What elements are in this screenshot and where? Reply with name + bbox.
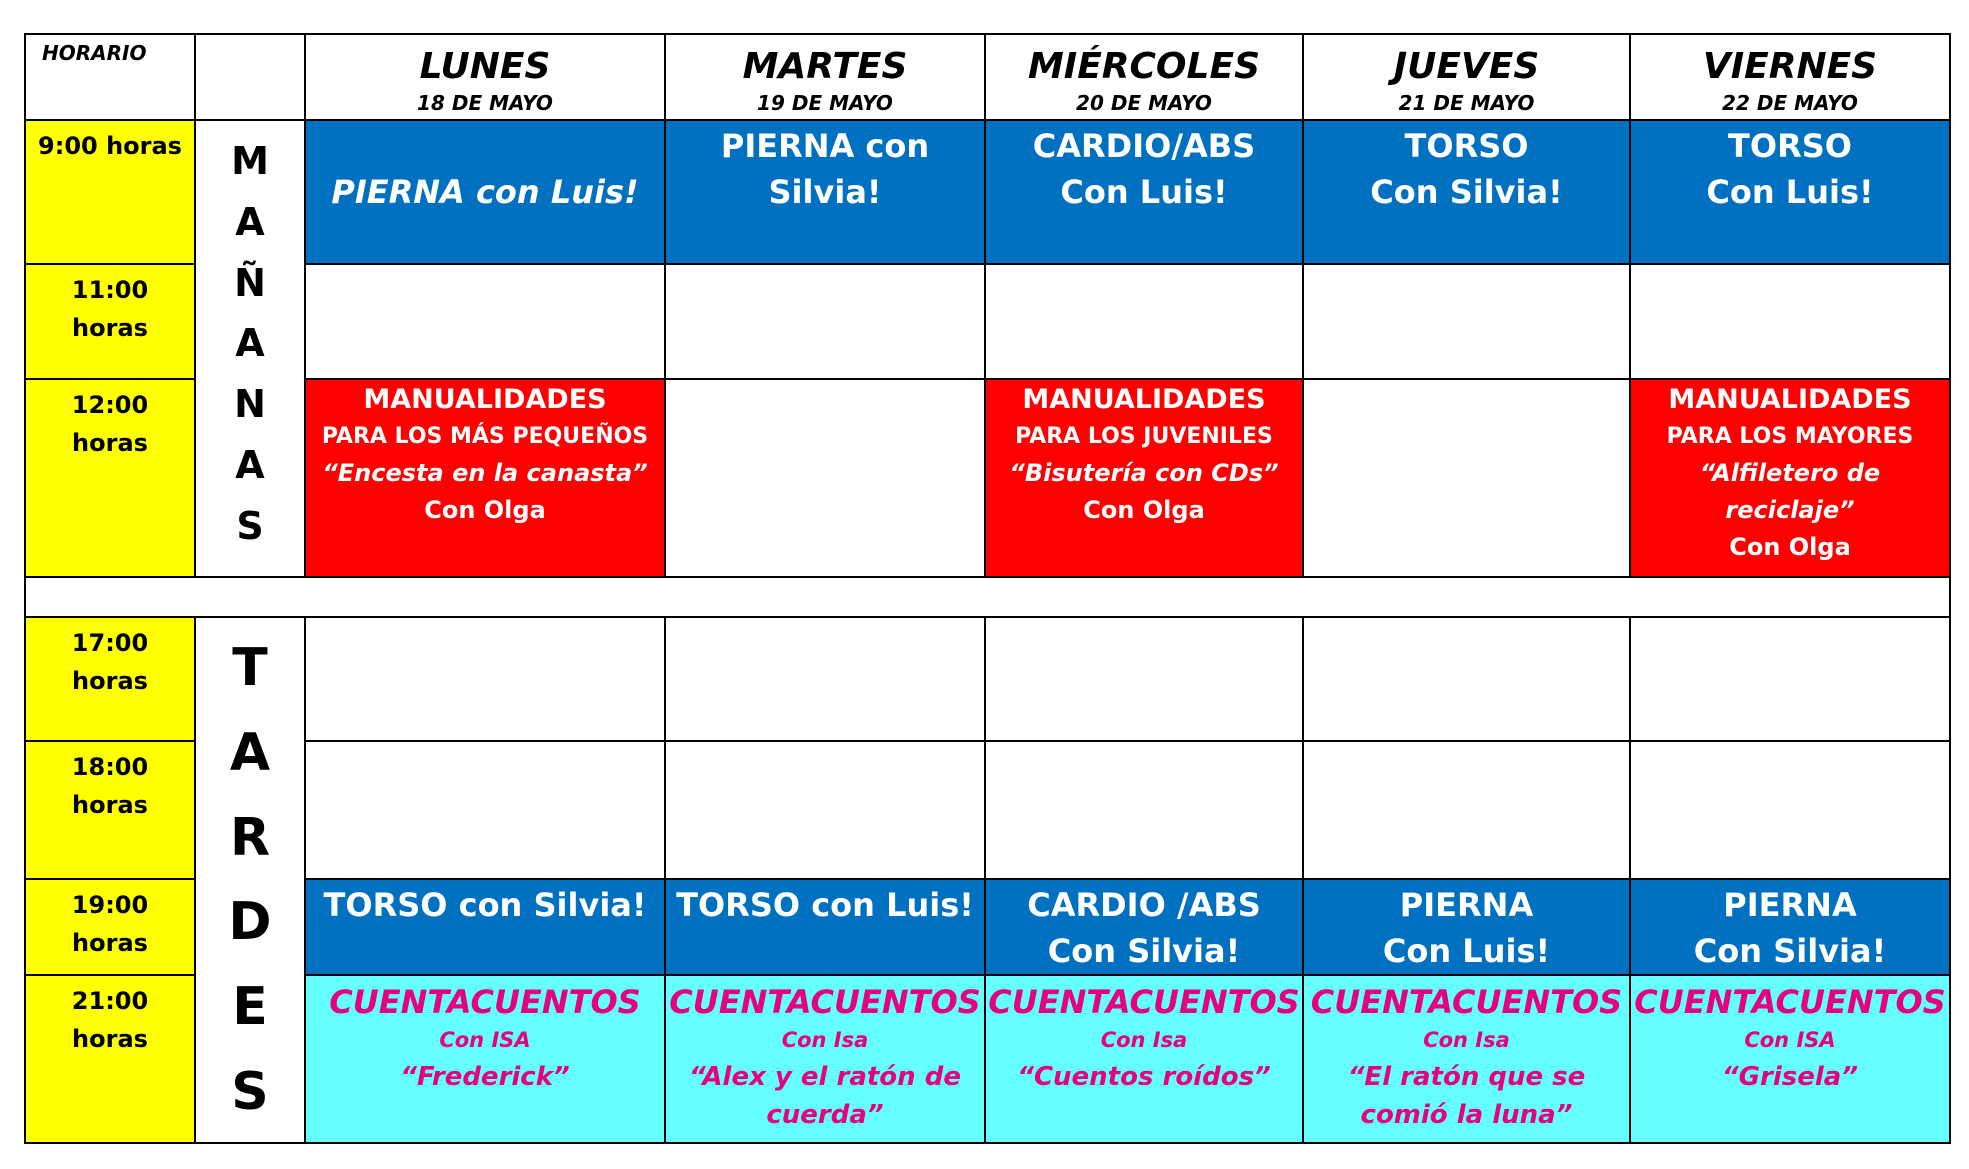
activity-host: Con Isa	[781, 1028, 869, 1052]
slot-1800-thursday	[1302, 740, 1631, 880]
section-letter: Ñ	[234, 260, 266, 305]
slot-1700-friday	[1629, 616, 1951, 742]
story-title: “Grisela”	[1721, 1062, 1859, 1092]
activity-host: Con Olga	[1729, 533, 1851, 561]
activity-text: TORSO	[1404, 127, 1529, 165]
time-0900	[24, 119, 196, 265]
section-letter: A	[235, 442, 265, 487]
section-letter: E	[232, 976, 268, 1037]
storytelling-friday	[1629, 974, 1951, 1144]
slot-1200-tuesday	[664, 378, 986, 578]
day-name: MARTES	[742, 46, 908, 87]
section-letter: A	[235, 321, 265, 366]
day-name: MIÉRCOLES	[1027, 46, 1260, 87]
story-title: comió la luna”	[1360, 1100, 1573, 1130]
day-date: 21 DE MAYO	[1398, 91, 1535, 115]
activity-title: CUENTACUENTOS	[329, 983, 641, 1021]
activity-subtitle: “Encesta en la canasta”	[322, 459, 648, 487]
activity-text: Con Luis!	[1706, 173, 1874, 211]
section-header-cell	[194, 33, 306, 121]
section-letter: N	[234, 382, 266, 427]
day-name: VIERNES	[1702, 46, 1878, 87]
morning-workout-monday	[304, 119, 666, 265]
story-title: “Alex y el ratón de	[689, 1062, 961, 1092]
activity-host: Con ISA	[1744, 1028, 1836, 1052]
day-header-tuesday	[664, 33, 986, 121]
morning-workout-tuesday	[664, 119, 986, 265]
slot-1200-thursday	[1302, 378, 1631, 578]
day-date: 20 DE MAYO	[1076, 91, 1212, 115]
activity-text: PIERNA con	[720, 127, 930, 165]
slot-1800-monday	[304, 740, 666, 880]
activity-subtitle: “Alfiletero de	[1699, 459, 1881, 487]
slot-1800-wednesday	[984, 740, 1304, 880]
activity-title: CUENTACUENTOS	[1310, 983, 1623, 1021]
morning-workout-wednesday	[984, 119, 1304, 265]
slot-1100-monday	[304, 263, 666, 380]
slot-1100-friday	[1629, 263, 1951, 380]
day-name: JUEVES	[1393, 46, 1540, 87]
activity-text: Con Silvia!	[1693, 932, 1887, 970]
time-label: 18:00	[71, 753, 149, 781]
activity-text: PIERNA	[1399, 886, 1534, 924]
crafts-monday	[304, 378, 666, 578]
time-label: 21:00	[71, 987, 149, 1015]
story-title: cuerda”	[766, 1100, 884, 1130]
time-label: 12:00	[71, 391, 149, 419]
horario-header-cell	[24, 33, 196, 121]
day-header-thursday	[1302, 33, 1631, 121]
afternoon-section-label	[194, 616, 306, 1144]
section-letter: M	[231, 139, 269, 184]
time-unit: horas	[72, 929, 148, 957]
time-unit: horas	[72, 314, 148, 342]
day-header-monday	[304, 33, 666, 121]
time-label: 17:00	[71, 629, 149, 657]
slot-1700-thursday	[1302, 616, 1631, 742]
section-letter: A	[235, 200, 265, 245]
time-2100	[24, 974, 196, 1144]
activity-text: TORSO con Silvia!	[323, 886, 647, 924]
time-1900	[24, 878, 196, 976]
slot-1700-wednesday	[984, 616, 1304, 742]
slot-1700-tuesday	[664, 616, 986, 742]
section-letter: S	[236, 503, 264, 548]
activity-host: Con ISA	[439, 1028, 531, 1052]
crafts-wednesday	[984, 378, 1304, 578]
morning-workout-thursday	[1302, 119, 1631, 265]
activity-text: Con Luis!	[1060, 173, 1228, 211]
time-unit: horas	[72, 791, 148, 819]
activity-title: CUENTACUENTOS	[988, 983, 1300, 1021]
evening-workout-wednesday	[984, 878, 1304, 976]
slot-1800-friday	[1629, 740, 1951, 880]
day-name: LUNES	[419, 46, 551, 87]
activity-text: TORSO con Luis!	[676, 886, 974, 924]
activity-text: Silvia!	[768, 173, 882, 211]
crafts-friday	[1629, 378, 1951, 578]
activity-host: Con Isa	[1423, 1028, 1510, 1052]
morning-section-label	[194, 119, 306, 578]
section-letter: S	[231, 1061, 269, 1122]
slot-1100-thursday	[1302, 263, 1631, 380]
activity-subtitle: “Bisutería con CDs”	[1009, 459, 1279, 487]
story-title: “Cuentos roídos”	[1017, 1062, 1271, 1092]
storytelling-thursday	[1302, 974, 1631, 1144]
time-unit: horas	[72, 429, 148, 457]
activity-audience: PARA LOS JUVENILES	[1015, 424, 1273, 449]
evening-workout-monday	[304, 878, 666, 976]
slot-1700-monday	[304, 616, 666, 742]
activity-text: PIERNA	[1723, 886, 1857, 924]
storytelling-monday	[304, 974, 666, 1144]
time-1700	[24, 616, 196, 742]
storytelling-tuesday	[664, 974, 986, 1144]
activity-text: PIERNA con Luis!	[331, 173, 639, 211]
evening-workout-friday	[1629, 878, 1951, 976]
activity-host: Con Olga	[424, 496, 546, 524]
activity-title: CUENTACUENTOS	[669, 983, 981, 1021]
activity-host: Con Isa	[1100, 1028, 1188, 1052]
evening-workout-tuesday	[664, 878, 986, 976]
activity-text: Con Silvia!	[1370, 173, 1563, 211]
section-letter: T	[232, 638, 268, 699]
activity-title: MANUALIDADES	[363, 384, 607, 415]
slot-1100-wednesday	[984, 263, 1304, 380]
time-unit: horas	[72, 667, 148, 695]
activity-audience: PARA LOS MÁS PEQUEÑOS	[321, 424, 649, 449]
activity-title: CUENTACUENTOS	[1634, 983, 1946, 1021]
time-1800	[24, 740, 196, 880]
slot-1100-tuesday	[664, 263, 986, 380]
storytelling-wednesday	[984, 974, 1304, 1144]
story-title: “Frederick”	[400, 1062, 570, 1092]
activity-subtitle: reciclaje”	[1725, 496, 1855, 524]
activity-text: CARDIO /ABS	[1027, 886, 1261, 924]
evening-workout-thursday	[1302, 878, 1631, 976]
day-date: 19 DE MAYO	[757, 91, 893, 115]
activity-text: CARDIO/ABS	[1032, 127, 1256, 165]
section-letter: R	[229, 807, 271, 868]
activity-text: TORSO	[1728, 127, 1852, 165]
activity-audience: PARA LOS MAYORES	[1666, 424, 1914, 449]
activity-host: Con Olga	[1083, 496, 1205, 524]
day-date: 22 DE MAYO	[1722, 91, 1858, 115]
time-unit: horas	[72, 1025, 148, 1053]
time-label: 11:00	[71, 276, 149, 304]
midday-separator	[24, 576, 1951, 618]
time-1100	[24, 263, 196, 380]
activity-title: MANUALIDADES	[1022, 384, 1266, 415]
activity-text: Con Luis!	[1382, 932, 1551, 970]
activity-title: MANUALIDADES	[1668, 384, 1912, 415]
morning-workout-friday	[1629, 119, 1951, 265]
horario-label: HORARIO	[42, 41, 147, 65]
slot-1800-tuesday	[664, 740, 986, 880]
time-label: 9:00 horas	[38, 132, 182, 160]
day-header-wednesday	[984, 33, 1304, 121]
time-1200	[24, 378, 196, 578]
day-date: 18 DE MAYO	[417, 91, 553, 115]
section-letter: A	[229, 722, 271, 783]
section-letter: D	[228, 892, 272, 953]
day-header-friday	[1629, 33, 1951, 121]
activity-text: Con Silvia!	[1047, 932, 1241, 970]
story-title: “El ratón que se	[1347, 1062, 1586, 1092]
time-label: 19:00	[71, 891, 149, 919]
